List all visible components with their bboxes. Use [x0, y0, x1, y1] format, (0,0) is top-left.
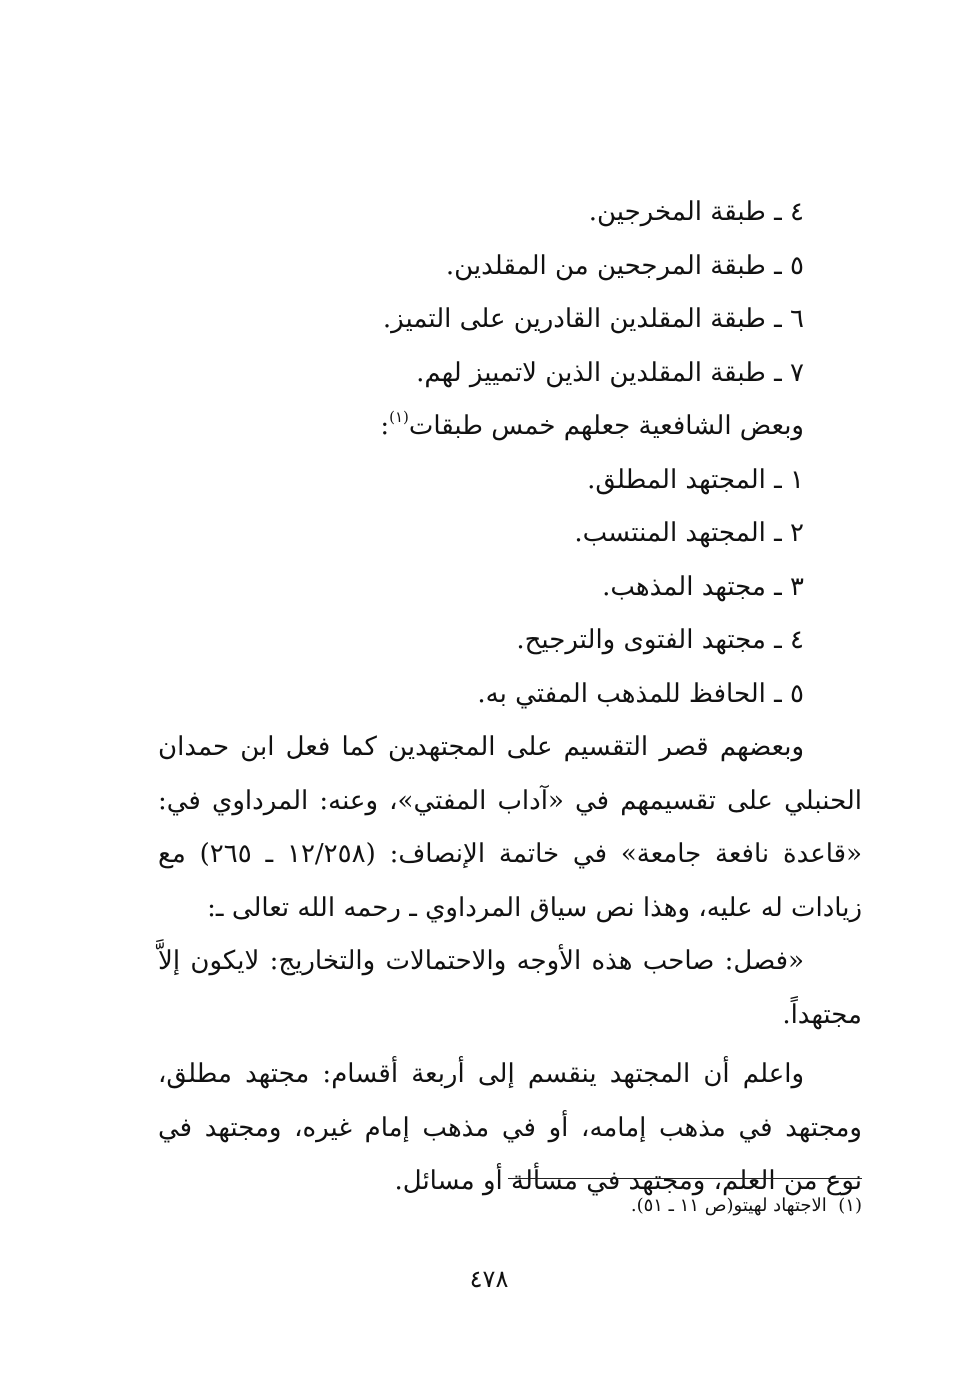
shafii-intro-text: وبعض الشافعية جعلهم خمس طبقات: [408, 411, 804, 441]
main-text: [158, 186, 862, 1209]
footnote-text: الاجتهاد لهيتو(ص ١١ ـ ٥١).: [630, 1195, 827, 1216]
list-item: ٧ ـ طبقة المقلدين الذين لاتمييز لهم.: [416, 357, 804, 388]
paragraph-mujtahid-types: واعلم أن المجتهد ينقسم إلى أربعة أقسام: مجتهد مطلق، ومجتهد في مذهب إمامه، أو في مذهب إمام غيره، ومجتهد في نوع من العلم، ومجتهد في مسألة أو مسائل.: [158, 1059, 862, 1196]
list-item: ٥ ـ طبقة المرجحين من المقلدين.: [445, 250, 804, 281]
list-item: ٣ ـ مجتهد المذهب.: [602, 571, 804, 602]
list-item: ٤ ـ مجتهد الفتوى والترجيح.: [516, 625, 804, 655]
shafii-intro-line: [158, 400, 862, 454]
list-item: ٤ ـ طبقة المخرجين.: [588, 197, 804, 227]
page-number: ٤٧٨: [469, 1265, 509, 1293]
paragraph-quote-fasl: «فصل: صاحب هذه الأوجه والاحتمالات والتخاريج: لايكون إلاَّ مجتهداً.: [158, 946, 862, 1030]
footnote-marker: (١): [838, 1195, 862, 1216]
footnote-divider: [508, 1178, 862, 1179]
list-item: ١ ـ المجتهد المطلق.: [587, 464, 804, 495]
list-item: ٥ ـ الحافظ للمذهب المفتي به.: [477, 678, 804, 709]
list-item: ٦ ـ طبقة المقلدين القادرين على التميز.: [382, 304, 804, 334]
footnote-reference: (١): [389, 408, 409, 426]
footnote: [400, 1192, 862, 1220]
paragraph-hamdan: وبعضهم قصر التقسيم على المجتهدين كما فعل ابن حمدان الحنبلي على تقسيمهم في «آداب المفتي»، وعنه: المرداوي في: «قاعدة نافعة جامعة» في خاتمة الإنصاف: (١٢/٢٥٨ ـ ٢٦٥) مع زيادات له عليه، وهذا نص سياق المرداوي ـ رحمه الله تعالى ـ:: [158, 732, 862, 923]
list-item: ٢ ـ المجتهد المنتسب.: [574, 518, 804, 548]
shafii-intro-colon: :: [380, 411, 390, 441]
